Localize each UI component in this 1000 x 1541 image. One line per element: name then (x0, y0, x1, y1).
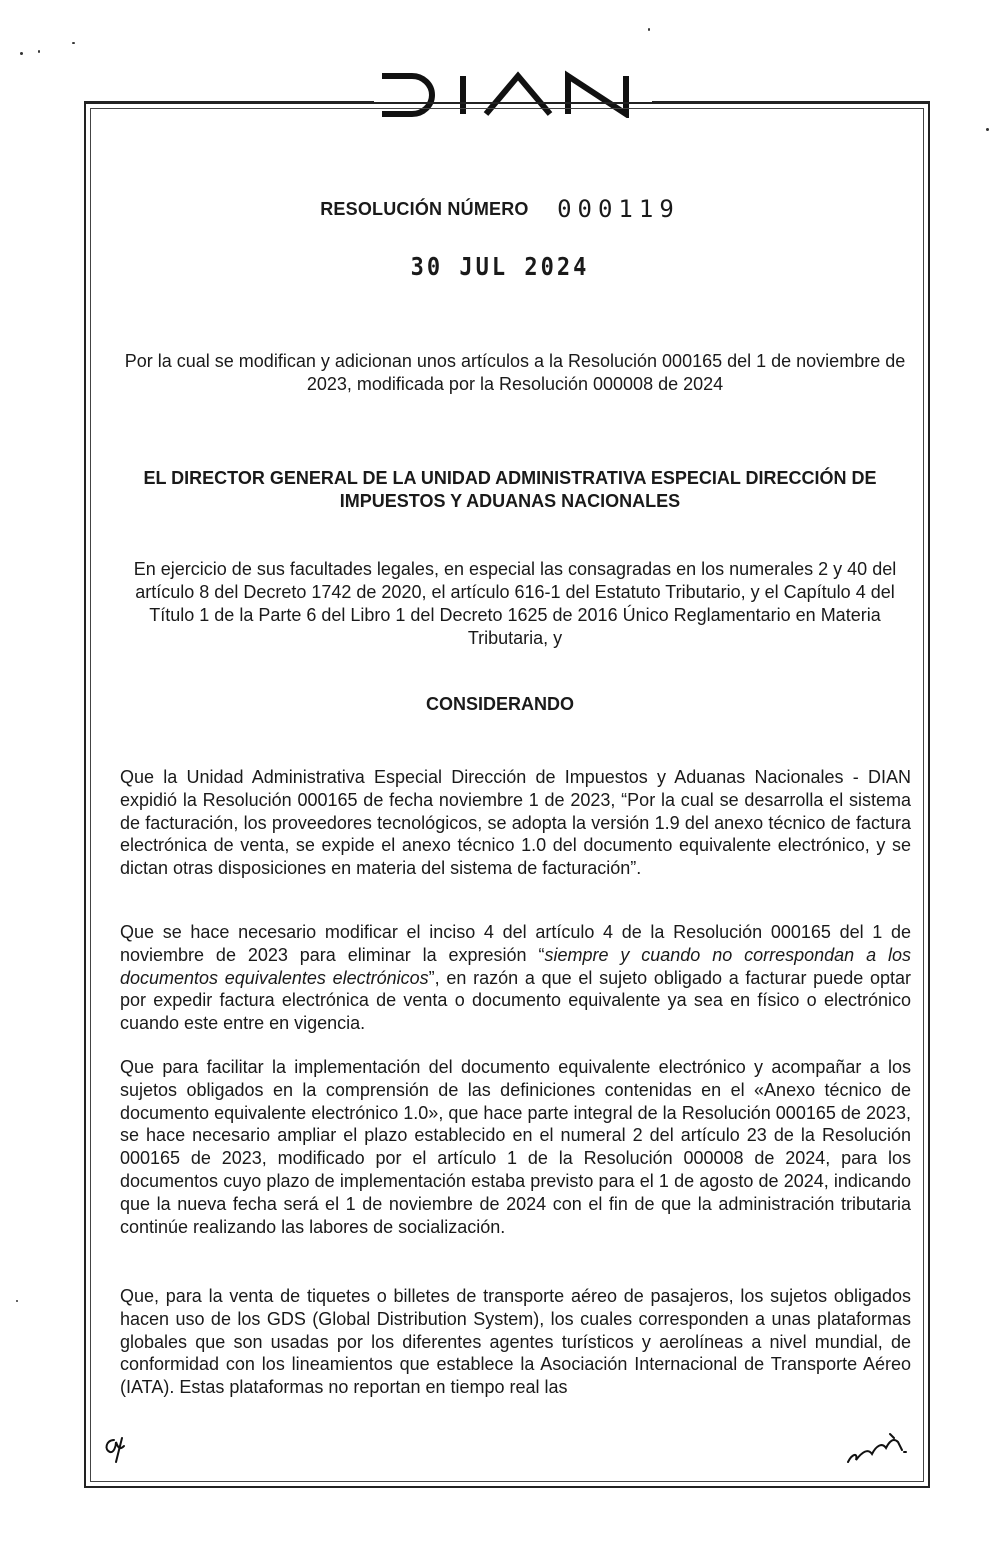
issuer-heading: EL DIRECTOR GENERAL DE LA UNIDAD ADMINISTRATIVA ESPECIAL DIRECCIÓN DE IMPUESTOS Y ADUANAS NACIONALES (143, 468, 877, 511)
paragraph-3: Que para facilitar la implementación del documento equivalente electrónico y acompañar a los sujetos obligados en la comprensión de las definiciones contenidas en el «Anexo técnico de documento equivalente electrónico 1.0», que hace parte integral de la Resolución 000165 de 2023, se hace necesario ampliar el plazo establecido en el numeral 2 del artículo 23 de la Resolución 000165 de 2023, modificado por el artículo 1 de la Resolución 000008 de 2024, para los documentos cuyo plazo de implementación estaba previsto para el 1 de agosto de 2024, indicando que la nueva fecha será el 1 de noviembre de 2024 con el fin de que la administración tributaria continúe realizando las labores de socialización. (120, 1057, 911, 1237)
considerando-heading: CONSIDERANDO (425, 694, 574, 714)
paragraph-2-italic-quote: siempre y cuando no correspondan a los documentos equivalentes electrónicos (120, 944, 911, 988)
scan-speck (20, 52, 23, 55)
handwritten-signature-right (842, 1428, 918, 1468)
scan-speck (72, 42, 75, 44)
paragraph-4: Que, para la venta de tiquetes o billetes de transporte aéreo de pasajeros, los sujetos obligados hacen uso de los GDS (Global Distribution System), los cuales corresponden a unas plataformas globales que son usadas por los diferentes agentes turísticos y aerolíneas a nivel mundial, de conformidad con los lineamientos que establece la Asociación Internacional de Transporte Aéreo (IATA). Estas plataformas no reportan en tiempo real las (120, 1286, 911, 1398)
resolution-number: 000119 (557, 195, 680, 223)
legal-powers: En ejercicio de sus facultades legales, en especial las consagradas en los numerales 2 y 40 del artículo 8 del Decreto 1742 de 2020, el artículo 616-1 del Estatuto Tributario, y el Capítulo 4 del Título 1 de la Parte 6 del Libro 1 del Decreto 1625 de 2016 Único Reglamentario en Materia Tributaria, y (133, 559, 897, 648)
resolution-label: RESOLUCIÓN NÚMERO (320, 199, 529, 219)
scan-speck (38, 50, 40, 53)
date-stamp: 30 JUL 2024 (410, 253, 590, 282)
resolution-subject: Por la cual se modifican y adicionan unos artículos a la Resolución 000165 del 1 de noviembre de 2023, modificada por la Resolución 000008 de 2024 (124, 351, 906, 394)
paragraph-2-text-start: Que se hace necesario modificar el inciso 4 del artículo 4 de la Resolución 000165 del 1 de noviembre de 2023 para eliminar la expresión “ (120, 922, 911, 965)
paragraph-2 (120, 921, 911, 1035)
paragraph-2-text-end: ”, en razón a que el sujeto obligado a facturar puede optar por expedir factura electrónica de venta o documento equivalente ya sea en físico o electrónico cuando este entre en vigencia. (120, 967, 911, 1034)
resolution-title (0, 195, 1000, 223)
scan-speck (986, 128, 989, 131)
scan-speck (16, 1300, 18, 1302)
handwritten-initials-left (100, 1432, 130, 1466)
scan-speck (648, 28, 650, 31)
paragraph-1: Que la Unidad Administrativa Especial Dirección de Impuestos y Aduanas Nacionales - DIAN expidió la Resolución 000165 de fecha noviembre 1 de 2023, “Por la cual se desarrolla el sistema de facturación, los proveedores tecnológicos, se adopta la versión 1.9 del anexo técnico de factura electrónica de venta, se expide el anexo técnico 1.0 del documento equivalente electrónico, y se dictan otras disposiciones en materia del sistema de facturación”. (120, 767, 911, 879)
